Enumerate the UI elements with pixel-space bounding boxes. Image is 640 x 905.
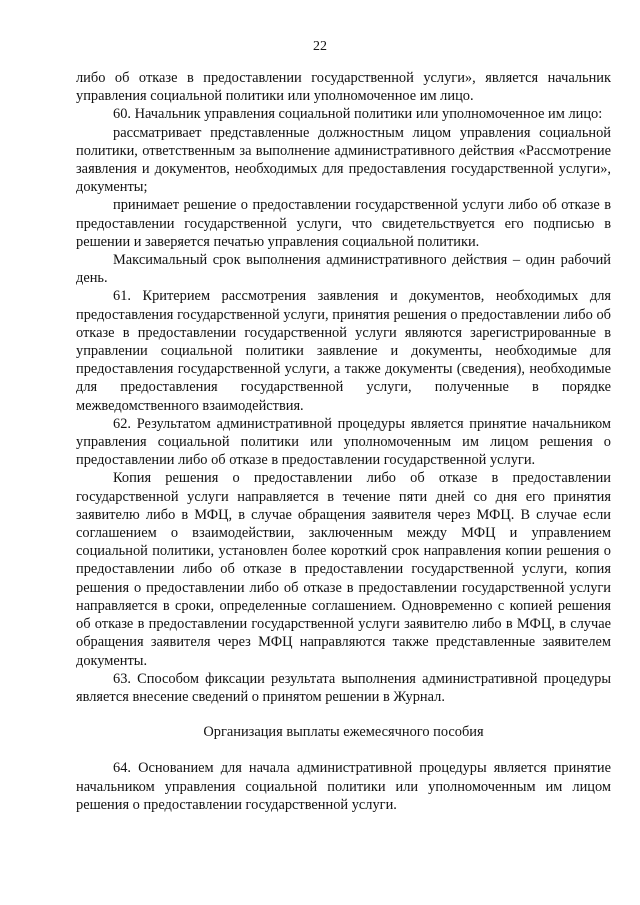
document-body [76,69,611,814]
paragraph: 61. Критерием рассмотрения заявления и документов, необходимых для предоставления государственной услуги, принятия решения о предоставлении либо об отказе в предоставлении государственной услуги являются зарегистрированные в управлении социальной политики заявление и документы, необходимые для предоставления государственной услуги, а также документы (сведения), необходимые для предоставления государственной услуги, полученные в порядке межведомственного взаимодействия. [76,288,611,414]
paragraph: принимает решение о предоставлении государственной услуги либо об отказе в предоставлении государственной услуги, что свидетельствуется его подписью в решении и заверяется печатью управления социальной политики. [76,197,611,250]
paragraph: рассматривает представленные должностным лицом управления социальной политики, ответственным за выполнение административного действия «Рассмотрение заявления и документов, необходимых для предоставления государственной услуги», документы; [76,124,611,196]
page-number: 22 [313,39,327,54]
paragraph: либо об отказе в предоставлении государственной услуги», является начальник управления социальной политики или уполномоченное им лицо. [76,70,611,105]
paragraph: Копия решения о предоставлении либо об отказе в предоставлении государственной услуги направляется в течение пяти дней со дня его принятия заявителю либо в МФЦ, в случае обращения заявителя через МФЦ. В случае если соглашением о взаимодействии, заключенным между МФЦ и управлением социальной политики, установлен более короткий срок направления копии решения о предоставлении либо об отказе в предоставлении государственной услуги, копия решения о предоставлении либо об отказе в предоставлении государственной услуги направляется в сроки, определенные соглашением. Одновременно с копией решения об отказе в предоставлении государственной услуги заявителю либо в МФЦ, в случае обращения заявителя через МФЦ направляются также представленные заявителем документы. [76,470,611,669]
paragraph: 64. Основанием для начала административной процедуры является принятие начальником управления социальной политики или уполномоченным им лицом решения о предоставлении государственной услуги. [76,760,611,813]
paragraph: 63. Способом фиксации результата выполнения административной процедуры является внесение сведений о принятом решении в Журнал. [76,670,611,705]
paragraph: Максимальный срок выполнения административного действия – один рабочий день. [76,252,611,287]
paragraph: 60. Начальник управления социальной политики или уполномоченное им лицо: [113,106,603,123]
section-heading: Организация выплаты ежемесячного пособия [203,724,484,741]
paragraph: 62. Результатом административной процедуры является принятие начальником управления социальной политики или уполномоченным им лицом решения о предоставлении либо об отказе в предоставлении государственной услуги. [76,415,611,469]
